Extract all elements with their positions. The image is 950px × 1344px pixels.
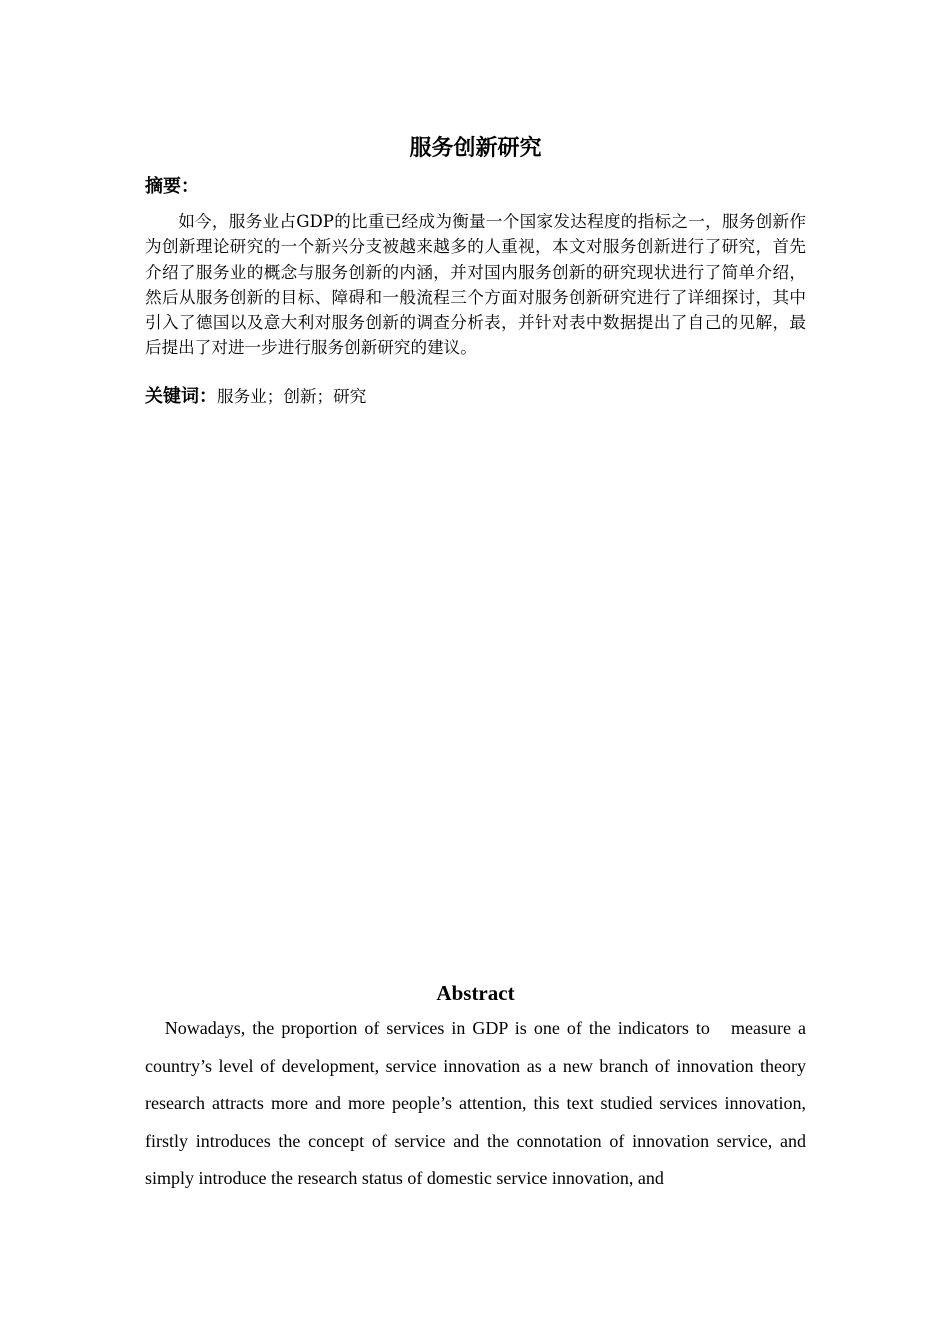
keywords-line (145, 383, 806, 411)
english-abstract-heading: Abstract (436, 981, 515, 1005)
abstract-paragraph: 如今，服务业占GDP的比重已经成为衡量一个国家发达程度的指标之一，服务创新作为创新理论研究的一个新兴分支被越来越多的人重视，本文对服务创新进行了研究，首先介绍了服务业的概念与服务创新的内涵，并对国内服务创新的研究现状进行了简单介绍，然后从服务创新的目标、障碍和一般流程三个方面对服务创新研究进行了详细探讨，其中引入了德国以及意大利对服务创新的调查分析表，并针对表中数据提出了自己的见解，最后提出了对进一步进行服务创新研究的建议。 (145, 212, 806, 358)
document-title: 服务创新研究 (409, 136, 542, 161)
abstract-heading: 摘要： (145, 176, 199, 197)
keywords-label: 关键词： (145, 386, 217, 407)
keywords-values: 服务业；创新；研究 (217, 387, 367, 406)
english-abstract-paragraph: Nowadays, the proportion of services in GDP is one of the indicators to measure a country’s level of development, service innovation as a new branch of innovation theory research attracts more and more people’s attention, this text studied services innovation, firstly introduces the concept of service and the connotation of innovation service, and simply introduce the research status of domestic service innovation, and (145, 1018, 811, 1188)
